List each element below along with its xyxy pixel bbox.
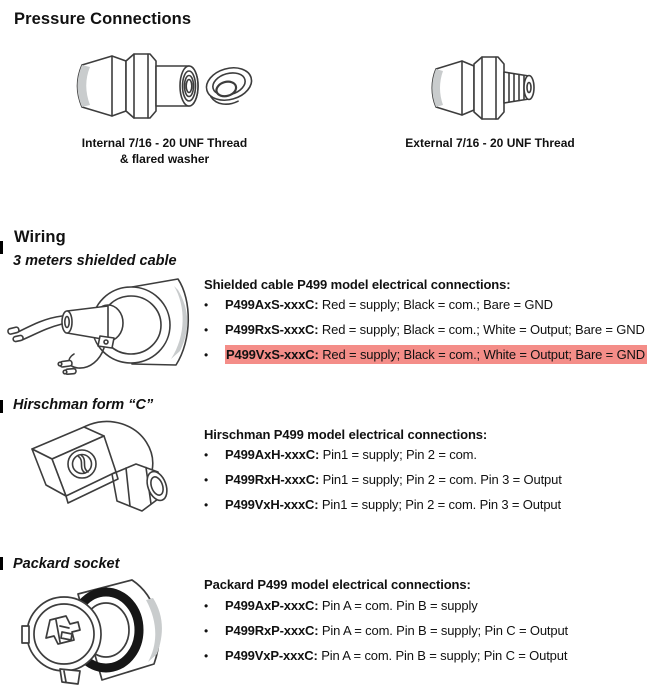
packard-connection-item-3 <box>204 648 567 663</box>
packard-connections-heading: Packard P499 model electrical connections: <box>204 577 471 592</box>
bullet-icon: • <box>204 624 209 638</box>
internal-fitting-caption-line2: & flared washer <box>119 152 210 166</box>
packard-connection-item-2 <box>204 623 568 638</box>
model-connection-text: P499AxS-xxxC: Red = supply; Black = com.; Bare = GND <box>225 297 553 312</box>
model-connection-text: P499RxS-xxxC: Red = supply; Black = com.; White = Output; Bare = GND <box>225 322 645 337</box>
change-bar <box>0 241 3 254</box>
bullet-icon: • <box>204 649 209 663</box>
model-connection-text: P499RxH-xxxC: Pin1 = supply; Pin 2 = com. Pin 3 = Output <box>225 472 562 487</box>
external-fitting-caption: External 7/16 - 20 UNF Thread <box>405 136 575 150</box>
hirschman-connection-item-1 <box>204 447 477 462</box>
packard-subtitle: Packard socket <box>13 556 120 572</box>
shielded-connections-heading: Shielded cable P499 model electrical connections: <box>204 277 511 292</box>
bullet-icon: • <box>204 448 209 462</box>
hirschman-connection-item-2 <box>204 472 562 487</box>
bullet-icon: • <box>204 323 209 337</box>
model-connection-text: P499AxP-xxxC: Pin A = com. Pin B = supply <box>225 598 478 613</box>
internal-fitting-caption <box>62 135 267 167</box>
model-connection-text: P499AxH-xxxC: Pin1 = supply; Pin 2 = com. <box>225 447 477 462</box>
model-connection-text: P499RxP-xxxC: Pin A = com. Pin B = supply; Pin C = Output <box>225 623 569 638</box>
shielded-cable-subtitle: 3 meters shielded cable <box>13 253 177 269</box>
hirschman-connector-illustration <box>20 414 182 534</box>
shielded-connection-item-3-highlighted <box>204 347 647 362</box>
model-connection-text: P499VxH-xxxC: Pin1 = supply; Pin 2 = com. Pin 3 = Output <box>225 497 561 512</box>
change-bar <box>0 400 3 413</box>
model-connection-text: P499VxP-xxxC: Pin A = com. Pin B = supply; Pin C = Output <box>225 648 568 663</box>
bullet-icon: • <box>204 348 209 362</box>
hirschman-connection-item-3 <box>204 497 561 512</box>
hirschman-subtitle: Hirschman form “C” <box>13 397 154 413</box>
packard-socket-illustration <box>16 574 176 690</box>
bullet-icon: • <box>204 498 209 512</box>
internal-fitting-caption-line1: Internal 7/16 - 20 UNF Thread <box>81 136 248 150</box>
shielded-cable-sensor-illustration <box>4 274 200 382</box>
shielded-connection-item-1 <box>204 297 553 312</box>
bullet-icon: • <box>204 298 209 312</box>
packard-connection-item-1 <box>204 598 478 613</box>
wiring-title: Wiring <box>14 228 66 246</box>
model-connection-text-highlighted: P499VxS-xxxC: Red = supply; Black = com.; White = Output; Bare = GND <box>226 347 646 362</box>
bullet-icon: • <box>204 599 209 613</box>
pressure-connections-title: Pressure Connections <box>14 10 192 28</box>
shielded-connection-item-2 <box>204 322 645 337</box>
change-bar <box>0 557 3 570</box>
external-thread-fitting-illustration <box>426 53 556 123</box>
internal-thread-fitting-illustration <box>68 48 260 126</box>
bullet-icon: • <box>204 473 209 487</box>
hirschman-connections-heading: Hirschman P499 model electrical connections: <box>204 427 488 442</box>
